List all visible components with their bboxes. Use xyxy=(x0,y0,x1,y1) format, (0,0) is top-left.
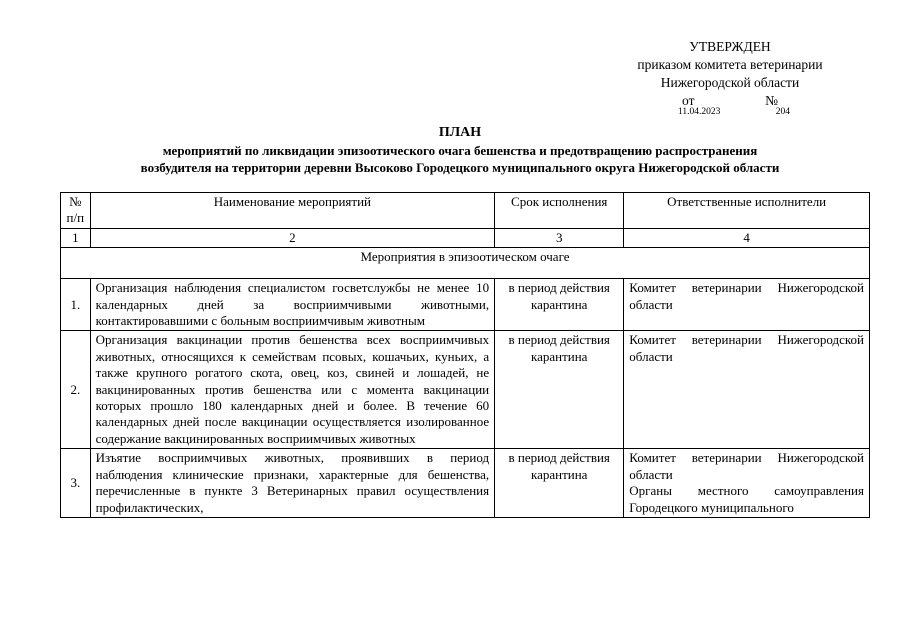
header-name: Наименование мероприятий xyxy=(90,193,494,229)
from-label: от xyxy=(682,93,695,108)
executor: Органы местного самоуправления Городецкого муниципального xyxy=(629,483,864,515)
column-numbers-row xyxy=(61,228,870,247)
approval-region-line: Нижегородской области xyxy=(660,75,800,90)
row-number: 3. xyxy=(61,449,91,518)
plan-subtitle-line2: возбудителя на территории деревни Высоково Городецкого муниципального округа Нижегородской области xyxy=(140,160,780,175)
header-num: № п/п xyxy=(61,193,91,229)
header-term: Срок исполнения xyxy=(495,193,624,229)
table-row xyxy=(61,279,870,331)
row-term: в период действия карантина xyxy=(495,331,624,449)
header-executors: Ответственные исполнители xyxy=(624,193,870,229)
table-row xyxy=(61,331,870,449)
col-number-2: 2 xyxy=(90,228,494,247)
col-number-1: 1 xyxy=(61,228,91,247)
plan-subtitle-line1: мероприятий по ликвидации эпизоотического очага бешенства и предотвращению распространения xyxy=(162,142,758,158)
document-title xyxy=(60,124,860,177)
col-number-3: 3 xyxy=(495,228,624,247)
row-measure: Изъятие восприимчивых животных, проявивших в период наблюдения клинические признаки, характерные для бешенства, перечисленные в пункте 3 Ветеринарных правил осуществления профилактических, xyxy=(90,449,494,518)
row-term: в период действия карантина xyxy=(495,279,624,331)
approval-order-line: приказом комитета ветеринарии xyxy=(637,57,823,72)
executor: Комитет ветеринарии Нижегородской области xyxy=(629,280,864,312)
plan-heading: ПЛАН xyxy=(438,125,482,140)
row-measure: Организация наблюдения специалистом госветслужбы не менее 10 календарных дней за восприимчивыми животными, контактировавшими с больным восприимчивым животным xyxy=(90,279,494,331)
number-label: № xyxy=(765,93,778,108)
row-executors xyxy=(624,331,870,449)
table-row xyxy=(61,449,870,518)
table-header-row xyxy=(61,193,870,229)
approval-number: 204 xyxy=(775,107,790,117)
approval-stamp xyxy=(620,38,840,118)
approval-title: УТВЕРЖДЕН xyxy=(689,39,771,54)
row-number: 2. xyxy=(61,331,91,449)
row-executors xyxy=(624,279,870,331)
row-executors xyxy=(624,449,870,518)
measures-table xyxy=(60,192,870,518)
executor: Комитет ветеринарии Нижегородской области xyxy=(629,332,864,364)
row-measure: Организация вакцинации против бешенства всех восприимчивых животных, относящихся к семействам псовых, кошачьих, куньих, а также крупного рогатого скота, овец, коз, свиней и лошадей, не вакцинированных против бешенства или с момента вакцинации которых прошло 180 календарных дней и более. В течение 60 календарных дней после вакцинации осуществляется изолированное содержание вакцинированных восприимчивых животных xyxy=(90,331,494,449)
row-term: в период действия карантина xyxy=(495,449,624,518)
section-title: Мероприятия в эпизоотическом очаге xyxy=(61,248,870,279)
col-number-4: 4 xyxy=(624,228,870,247)
row-number: 1. xyxy=(61,279,91,331)
approval-date: 11.04.2023 xyxy=(678,107,721,117)
section-row xyxy=(61,248,870,279)
executor: Комитет ветеринарии Нижегородской области xyxy=(629,450,864,482)
